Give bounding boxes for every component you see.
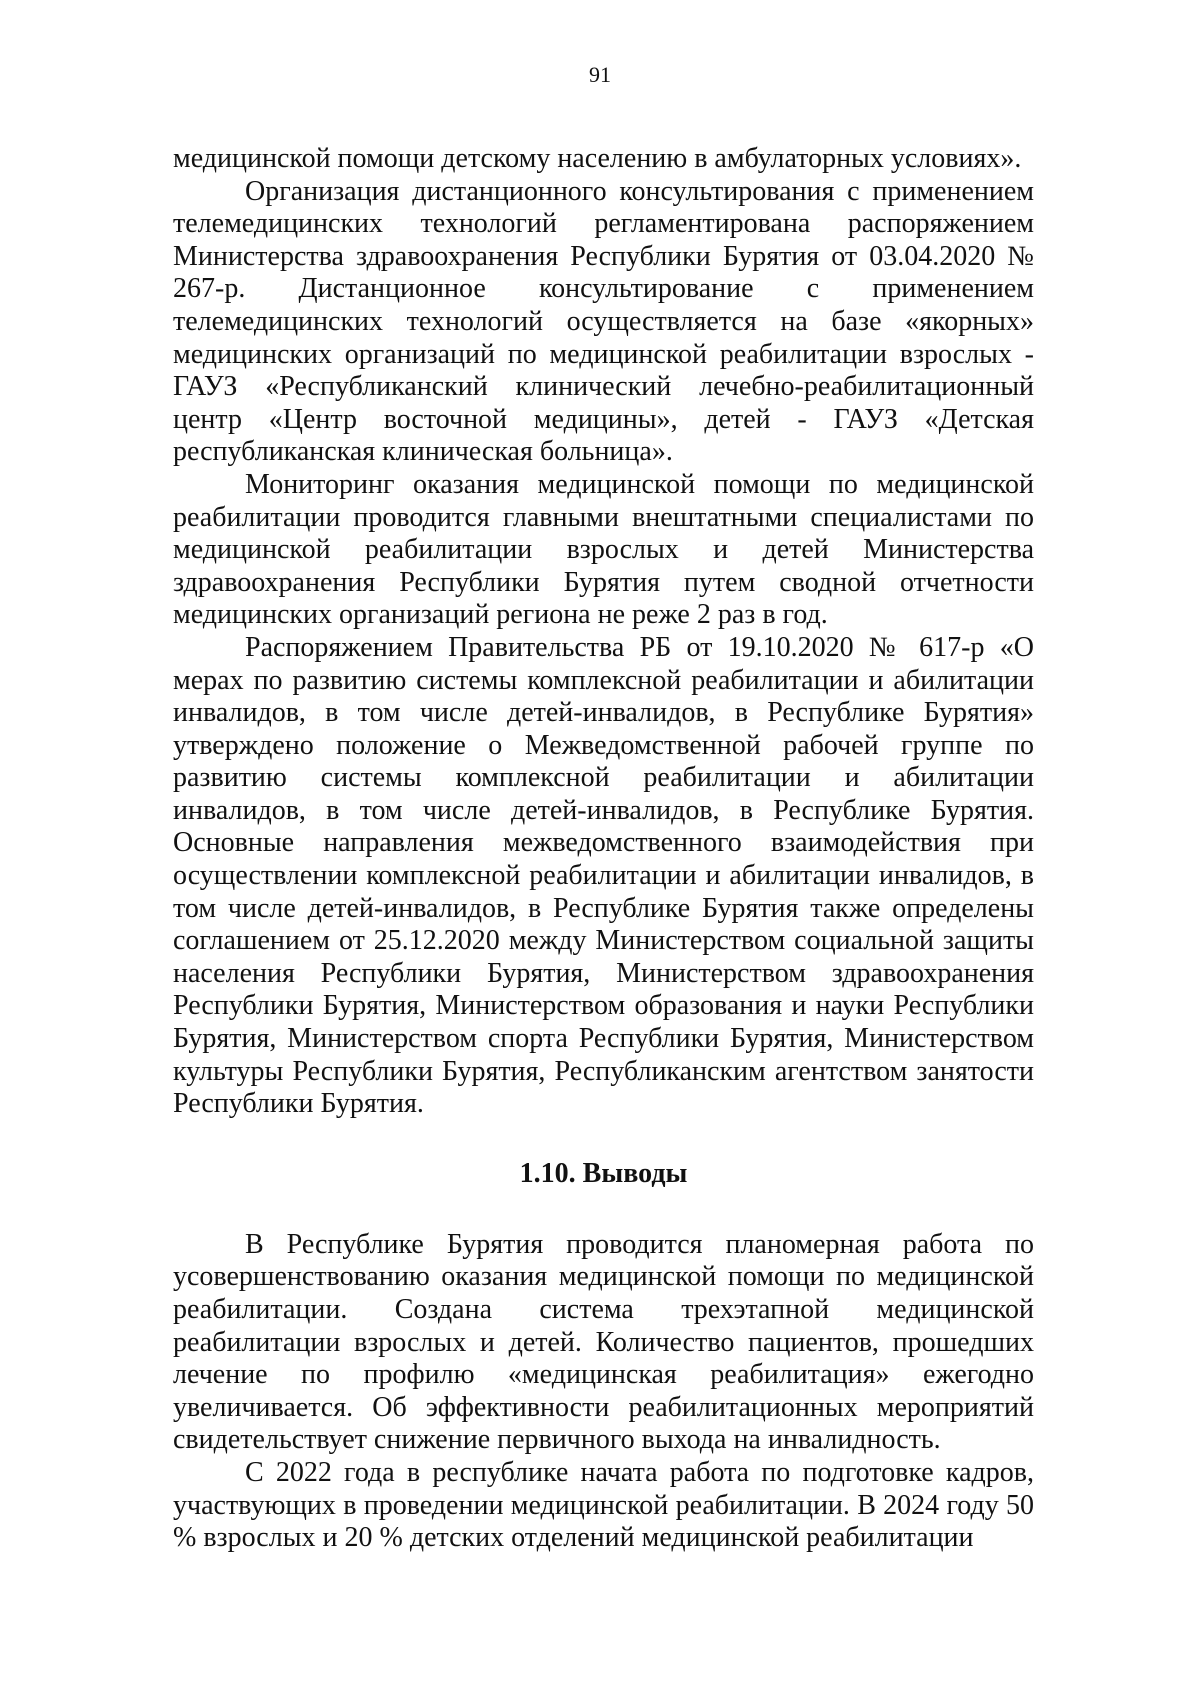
paragraph-conclusions: В Республике Бурятия проводится планомерная работа по усовершенствованию оказания медицинской помощи по медицинской реабилитации. Создана система трехэтапной медицинской реабилитации взрослых и детей. Количество пациентов, прошедших лечение по профилю «медицинская реабилитация» ежегодно увеличивается. Об эффективности реабилитационных мероприятий свидетельствует снижение первичного выхода на инвалидность. [173, 1228, 1034, 1456]
paragraph-monitoring: Мониторинг оказания медицинской помощи по медицинской реабилитации проводится главными внештатными специалистами по медицинской реабилитации взрослых и детей Министерства здравоохранения Республики Бурятия путем сводной отчетности медицинских организаций региона не реже 2 раз в год. [173, 468, 1034, 631]
paragraph-continuation: медицинской помощи детскому населению в амбулаторных условиях». [173, 143, 1022, 174]
section-heading: 1.10. Выводы [519, 1157, 688, 1189]
paragraph-staff-training: С 2022 года в республике начата работа по подготовке кадров, участвующих в проведении медицинской реабилитации. В 2024 году 50 % взрослых и 20 % детских отделений медицинской реабилитации [173, 1456, 1034, 1554]
paragraph-telemedicine: Организация дистанционного консультирования с применением телемедицинских технологий регламентирована распоряжением Министерства здравоохранения Республики Бурятия от 03.04.2020 № 267-р. Дистанционное консультирование с применением телемедицинских технологий осуществляется на базе «якорных» медицинских организаций по медицинской реабилитации взрослых - ГАУЗ «Республиканский клинический лечебно-реабилитационный центр «Центр восточной медицины», детей - ГАУЗ «Детская республиканская клиническая больница». [173, 175, 1034, 468]
paragraph-government-order: Распоряжением Правительства РБ от 19.10.2020 № 617-р «О мерах по развитию системы комплексной реабилитации и абилитации инвалидов, в том числе детей-инвалидов, в Республике Бурятия» утверждено положение о Межведомственной рабочей группе по развитию системы комплексной реабилитации и абилитации инвалидов, в том числе детей-инвалидов, в Республике Бурятия. Основные направления межведомственного взаимодействия при осуществлении комплексной реабилитации и абилитации инвалидов, в том числе детей-инвалидов, в Республике Бурятия также определены соглашением от 25.12.2020 между Министерством социальной защиты населения Республики Бурятия, Министерством здравоохранения Республики Бурятия, Министерством образования и науки Республики Бурятия, Министерством спорта Республики Бурятия, Министерством культуры Республики Бурятия, Республиканским агентством занятости Республики Бурятия. [173, 631, 1034, 1120]
document-body [173, 143, 1034, 1555]
page-number: 91 [589, 62, 611, 87]
